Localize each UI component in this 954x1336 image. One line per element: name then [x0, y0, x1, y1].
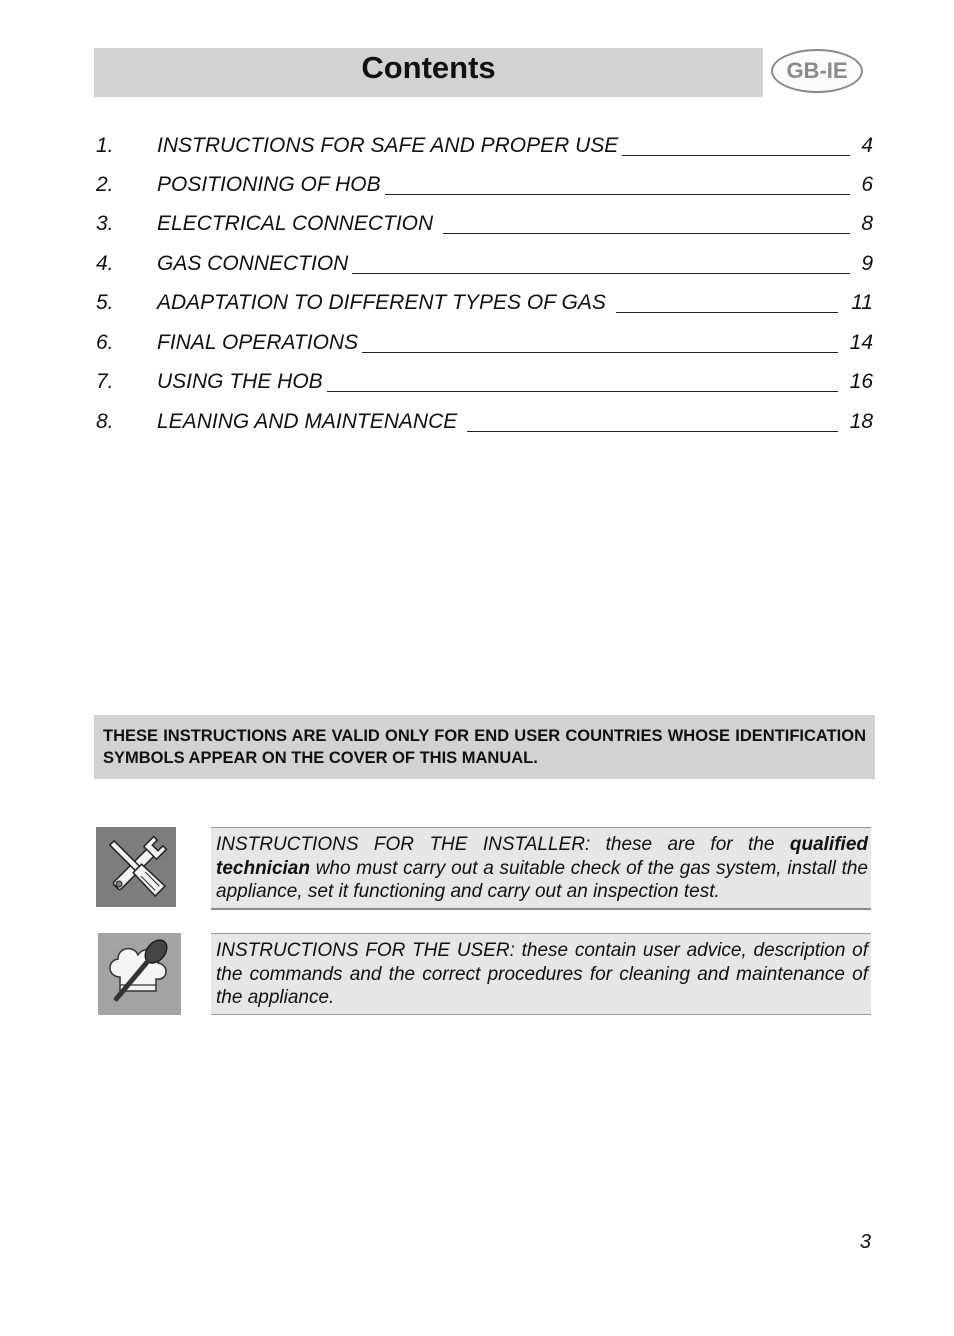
toc-title: USING THE HOB: [157, 366, 327, 398]
toc-title: ELECTRICAL CONNECTION: [157, 208, 443, 240]
toc-title: ADAPTATION TO DIFFERENT TYPES OF GAS: [157, 287, 616, 319]
toc-title: INSTRUCTIONS FOR SAFE AND PROPER USE: [157, 130, 622, 162]
toc-number: 7.: [96, 370, 114, 393]
installer-text-bold: qualified technician: [216, 834, 868, 879]
toc-title: POSITIONING OF HOB: [157, 169, 385, 201]
chef-spoon-icon-graphic: [98, 933, 181, 1015]
toc-entry-6[interactable]: [0, 327, 954, 359]
toc-number: 4.: [96, 252, 114, 275]
toc-page: 6: [861, 173, 873, 196]
toc-page: 14: [849, 331, 873, 354]
toc-page: 4: [861, 134, 873, 157]
title-bar: [94, 48, 763, 97]
installer-text-before: INSTRUCTIONS FOR THE INSTALLER: these are for the: [216, 834, 790, 855]
toc-number: 2.: [96, 173, 114, 196]
installer-text-after: who must carry out a suitable check of the gas system, install the appliance, set it functioning and carry out an inspection test.: [216, 857, 868, 903]
toc-entry-5[interactable]: [0, 287, 954, 319]
toc-entry-7[interactable]: [0, 366, 954, 398]
chef-spoon-icon: [98, 933, 181, 1015]
user-instructions: INSTRUCTIONS FOR THE USER: these contain user advice, description of the commands and the correct procedures for cleaning and maintenance of the appliance.: [211, 933, 871, 1015]
toc-page: 16: [849, 370, 873, 393]
installer-instructions: [211, 827, 871, 910]
toc-number: 6.: [96, 331, 114, 354]
toc-page: 8: [861, 212, 873, 235]
toc-page: 9: [861, 252, 873, 275]
country-badge: GB-IE: [771, 49, 863, 93]
page-number: 3: [859, 1231, 871, 1253]
toc-number: 3.: [96, 212, 114, 235]
toc-title: GAS CONNECTION: [157, 248, 352, 280]
toc-number: 8.: [96, 410, 114, 433]
toc-entry-8[interactable]: [0, 406, 954, 438]
toc-title: FINAL OPERATIONS: [157, 327, 362, 359]
toc-entry-4[interactable]: [0, 248, 954, 280]
toc-entry-1[interactable]: [0, 130, 954, 162]
page-title: Contents: [361, 50, 496, 85]
tools-icon-graphic: [96, 827, 176, 907]
toc-page: 11: [851, 291, 873, 314]
country-validity-notice: THESE INSTRUCTIONS ARE VALID ONLY FOR END USER COUNTRIES WHOSE IDENTIFICATION SYMBOLS APPEAR ON THE COVER OF THIS MANUAL.: [94, 715, 875, 779]
tools-icon: [96, 827, 176, 907]
toc-entry-3[interactable]: [0, 208, 954, 240]
toc-entry-2[interactable]: [0, 169, 954, 201]
toc-page: 18: [849, 410, 873, 433]
toc-number: 5.: [96, 291, 114, 314]
toc-title: LEANING AND MAINTENANCE: [157, 406, 467, 438]
toc-number: 1.: [96, 134, 114, 157]
